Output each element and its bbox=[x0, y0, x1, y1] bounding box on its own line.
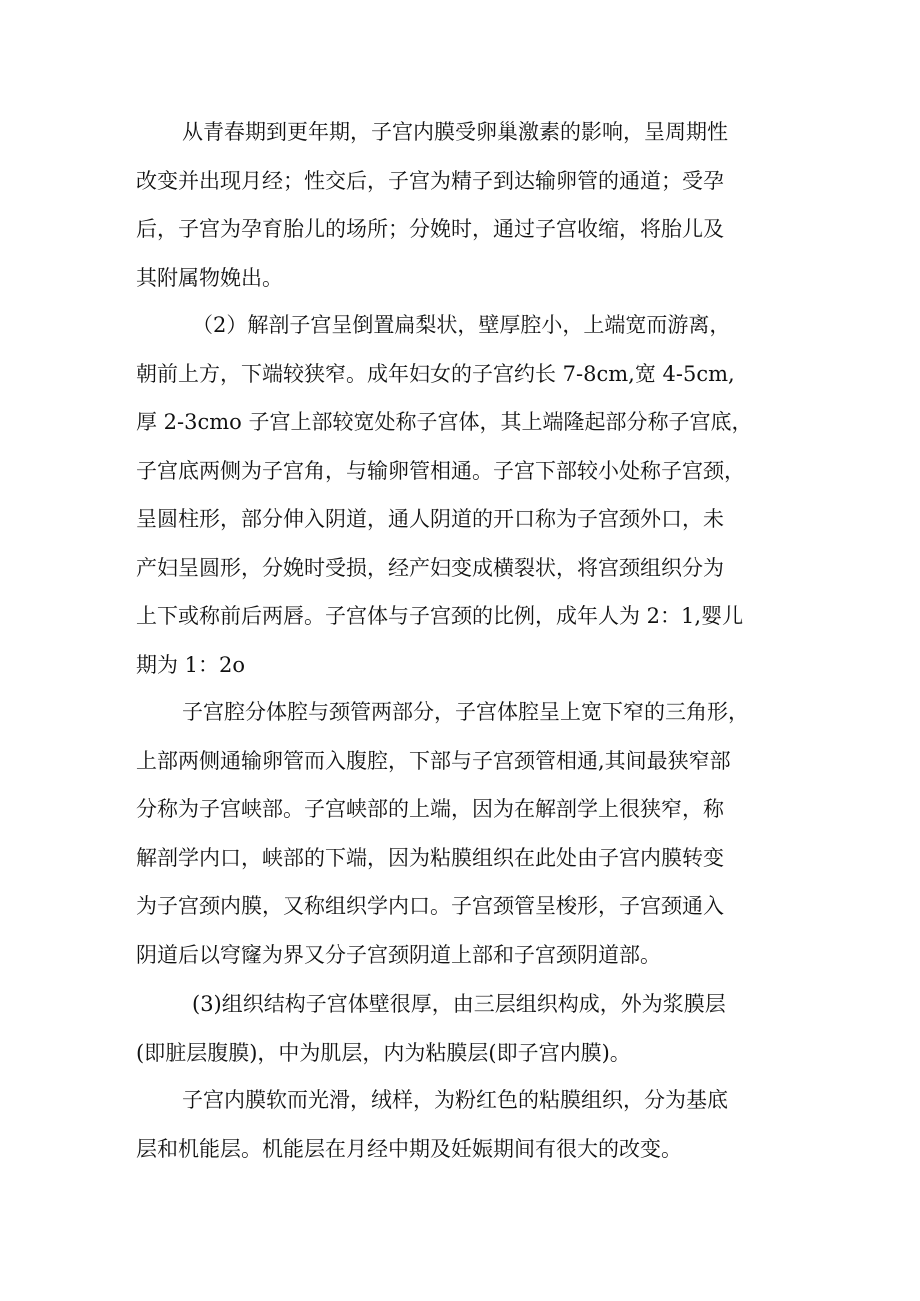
paragraph-line: 解剖学内口，峡部的下端，因为粘膜组织在此处由子宫内膜转变 bbox=[136, 845, 724, 870]
paragraph-line: 子宫腔分体腔与颈管两部分，子宫体腔呈上宽下窄的三角形， bbox=[182, 700, 749, 724]
paragraph-line: 呈圆柱形，部分伸入阴道，通人阴道的开口称为子宫颈外口，未 bbox=[136, 507, 724, 531]
paragraph-line: 为子宫颈内膜，又称组织学内口。子宫颈管呈梭形，子宫颈通入 bbox=[136, 894, 724, 918]
paragraph-line: 阴道后以穹窿为界又分子宫颈阴道上部和子宫颈阴道部。 bbox=[136, 942, 661, 967]
paragraph-2 bbox=[136, 301, 790, 689]
paragraph-line: 分称为子宫峡部。子宫峡部的上端，因为在解剖学上很狭窄，称 bbox=[136, 797, 724, 821]
paragraph-line: 改变并出现月经；性交后，子宫为精子到达输卵管的通道；受孕 bbox=[136, 168, 724, 193]
paragraph-4 bbox=[136, 980, 790, 1077]
paragraph-line: 产妇呈圆形，分娩时受损，经产妇变成横裂状，将宫颈组织分为 bbox=[136, 555, 724, 580]
paragraph-line: (3)组织结构子宫体壁很厚，由三层组织构成，外为浆膜层 bbox=[192, 992, 726, 1016]
paragraph-line: 上部两侧通输卵管而入腹腔，下部与子宫颈管相通,其间最狭窄部 bbox=[136, 748, 731, 773]
paragraph-line: 其附属物娩出。 bbox=[136, 265, 283, 290]
paragraph-line: （2）解剖子宫呈倒置扁梨状，壁厚腔小，上端宽而游离， bbox=[192, 313, 731, 337]
paragraph-line: 从青春期到更年期，子宫内膜受卵巢激素的影响，呈周期性 bbox=[182, 120, 728, 144]
paragraph-line: 厚 2-3cmo 子宫上部较宽处称子宫体，其上端隆起部分称子宫底， bbox=[136, 410, 753, 434]
paragraph-3 bbox=[136, 688, 790, 979]
paragraph-line: 子宫内膜软而光滑，绒样，为粉红色的粘膜组织，分为基底 bbox=[182, 1088, 728, 1112]
paragraph-line: 上下或称前后两唇。子宫体与子宫颈的比例，成年人为 2：1,婴儿 bbox=[136, 604, 744, 628]
paragraph-line: 朝前上方，下端较狭窄。成年妇女的子宫约长 7-8cm,宽 4-5cm, bbox=[136, 361, 735, 386]
paragraph-1 bbox=[136, 108, 790, 302]
paragraph-line: 子宫底两侧为子宫角，与输卵管相通。子宫下部较小处称子宫颈， bbox=[136, 458, 745, 483]
paragraph-line: 后，子宫为孕育胎儿的场所；分娩时，通过子宫收缩，将胎儿及 bbox=[136, 217, 724, 241]
paragraph-line: (即脏层腹膜)，中为肌层，内为粘膜层(即子宫内膜)。 bbox=[136, 1040, 631, 1065]
paragraph-line: 期为 1：2o bbox=[136, 652, 246, 677]
paragraph-line: 层和机能层。机能层在月经中期及妊娠期间有很大的改变。 bbox=[136, 1136, 682, 1161]
paragraph-5 bbox=[136, 1076, 790, 1173]
